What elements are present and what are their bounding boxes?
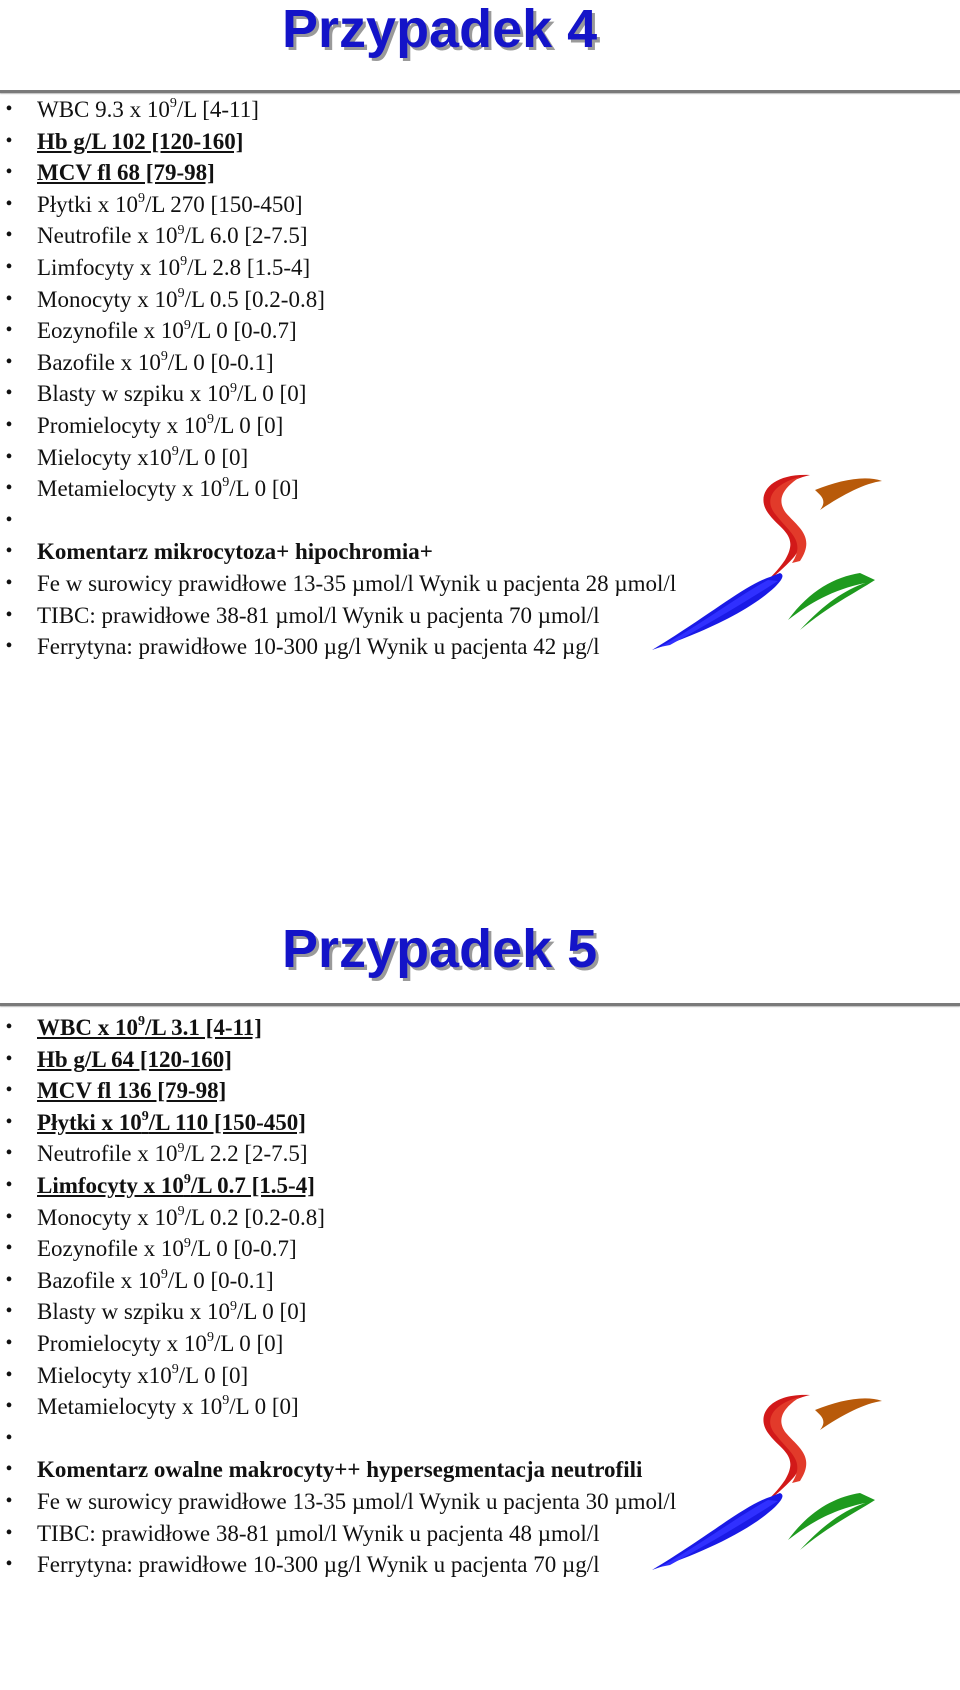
list-item-text: [37, 223, 308, 248]
bullet-icon: •: [5, 1426, 13, 1449]
item-suffix-text: /L 0 [0]: [178, 444, 249, 470]
bullet-icon: •: [5, 1237, 13, 1260]
title-divider: [0, 90, 960, 93]
bullet-icon: •: [5, 1173, 13, 1196]
list-item-text: [37, 129, 243, 154]
item-superscript: 9: [222, 475, 230, 491]
item-main-text: Komentarz mikrocytoza+ hipochromia+: [37, 539, 433, 565]
item-suffix-text: /L 0.2 [0.2-0.8]: [184, 1204, 325, 1230]
empty-list-item: [0, 1423, 676, 1455]
list-item-text: [37, 192, 303, 217]
list-item-text: [37, 1173, 315, 1198]
bullet-icon: •: [5, 161, 13, 184]
item-main-text: MCV fl 68 [79-98]: [37, 160, 215, 186]
item-suffix-text: /L 0 [0-0.1]: [167, 1267, 274, 1293]
item-main-text: MCV fl 136 [79-98]: [37, 1078, 227, 1104]
item-suffix-text: /L 0 [0-0.7]: [190, 318, 297, 344]
list-item: [0, 1233, 676, 1265]
bullet-icon: •: [5, 1205, 13, 1228]
item-superscript: 9: [229, 1298, 237, 1314]
list-item: [0, 1391, 676, 1423]
item-main-text: Promielocyty x 10: [37, 412, 207, 438]
item-main-text: Limfocyty x 10: [37, 1172, 184, 1198]
list-item-text: [37, 1205, 325, 1230]
item-superscript: 9: [177, 285, 185, 301]
item-suffix-text: /L 270 [150-450]: [144, 191, 303, 217]
list-item-text: [37, 1268, 274, 1293]
list-item: [0, 442, 676, 474]
bullet-icon: •: [5, 1331, 13, 1354]
list-item: [0, 1360, 676, 1392]
bullet-icon: •: [5, 382, 13, 405]
item-suffix-text: /L 0 [0]: [236, 1299, 307, 1325]
list-item-text: [37, 1299, 306, 1324]
list-item: [0, 157, 676, 189]
item-superscript: 9: [160, 349, 168, 365]
bullet-icon: •: [5, 1395, 13, 1418]
list-item-text: [37, 476, 299, 501]
item-suffix-text: /L 2.2 [2-7.5]: [184, 1141, 308, 1167]
item-superscript: 9: [141, 1109, 149, 1125]
swirl-logo-icon: [650, 465, 890, 655]
list-item: [0, 1549, 676, 1581]
item-suffix-text: /L [4-11]: [176, 97, 259, 122]
item-superscript: 9: [206, 1330, 214, 1346]
bullet-icon: •: [5, 635, 13, 658]
list-item-text: [37, 1363, 248, 1388]
bullet-icon: •: [5, 508, 13, 531]
item-superscript: 9: [160, 1267, 168, 1283]
list-item: [0, 1328, 676, 1360]
list-item: [0, 631, 676, 663]
bullet-icon: •: [5, 1079, 13, 1102]
item-main-text: Metamielocyty x 10: [37, 1394, 223, 1420]
item-main-text: WBC 9.3 x 10: [37, 97, 170, 122]
item-suffix-text: /L 0 [0]: [213, 1330, 284, 1356]
empty-list-item: [0, 505, 676, 537]
bullet-icon: •: [5, 287, 13, 310]
list-item-text: [37, 634, 600, 659]
item-superscript: 9: [229, 380, 237, 396]
bullet-icon: •: [5, 1458, 13, 1481]
item-suffix-text: /L 0 [0]: [229, 476, 299, 502]
list-item-text: [37, 1552, 600, 1577]
list-item-text: [37, 603, 600, 628]
list-item-text: [37, 539, 433, 564]
item-main-text: Mielocyty x10: [37, 1362, 172, 1388]
bullet-icon: •: [5, 224, 13, 247]
list-item: [0, 1138, 676, 1170]
list-item-text: [37, 1394, 299, 1419]
item-main-text: Mielocyty x10: [37, 444, 172, 470]
list-item: [0, 600, 676, 632]
item-main-text: Bazofile x 10: [37, 1267, 161, 1293]
item-main-text: Komentarz owalne makrocyty++ hypersegmentacja neutrofili: [37, 1457, 643, 1483]
item-superscript: 9: [177, 222, 185, 238]
swirl-logo-icon: [650, 1385, 890, 1575]
item-main-text: Hb g/L 102 [120-160]: [37, 128, 244, 154]
item-main-text: Monocyty x 10: [37, 286, 178, 312]
list-item-text: [37, 1457, 642, 1482]
item-main-text: TIBC: prawidłowe 38-81 µmol/l Wynik u pacjenta 70 µmol/l: [37, 602, 600, 628]
item-suffix-text: /L 2.8 [1.5-4]: [187, 254, 311, 280]
bullet-icon: •: [5, 255, 13, 278]
item-main-text: Fe w surowicy prawidłowe 13-35 µmol/l Wynik u pacjenta 28 µmol/l: [37, 570, 677, 596]
bullet-icon: •: [5, 319, 13, 342]
list-item: [0, 1454, 676, 1486]
item-main-text: Neutrofile x 10: [37, 223, 178, 249]
list-item: [0, 94, 676, 126]
list-item: [0, 126, 676, 158]
item-main-text: WBC x 10: [37, 1015, 138, 1040]
list-item-text: [37, 381, 306, 406]
list-item: [0, 1107, 676, 1139]
bullet-icon: •: [5, 540, 13, 563]
list-item: [0, 1044, 676, 1076]
slide-title: Przypadek 5: [282, 919, 598, 979]
item-main-text: Eozynofile x 10: [37, 1236, 184, 1262]
list-item: [0, 315, 676, 347]
bullet-icon: •: [5, 1268, 13, 1291]
list-item-text: [37, 1331, 283, 1356]
list-item-text: [37, 1236, 297, 1261]
list-item-text: [37, 160, 215, 185]
list-item-text: [37, 1489, 676, 1514]
item-superscript: 9: [177, 1140, 185, 1156]
list-item-text: [37, 97, 259, 122]
list-item: [0, 1012, 676, 1044]
list-item-text: [37, 1110, 306, 1135]
list-item-text: [37, 413, 283, 438]
bullet-icon: •: [5, 571, 13, 594]
item-main-text: Blasty w szpiku x 10: [37, 381, 230, 407]
bullet-icon: •: [5, 445, 13, 468]
list-item: [0, 220, 676, 252]
bullet-icon: •: [5, 1363, 13, 1386]
item-superscript: 9: [177, 1203, 185, 1219]
item-superscript: 9: [169, 96, 177, 112]
item-superscript: 9: [171, 1361, 179, 1377]
item-superscript: 9: [222, 1393, 230, 1409]
item-main-text: Metamielocyty x 10: [37, 476, 223, 502]
item-suffix-text: /L 0 [0]: [229, 1394, 299, 1420]
list-item: [0, 410, 676, 442]
item-superscript: 9: [137, 1014, 145, 1030]
item-suffix-text: /L 110 [150-450]: [148, 1109, 306, 1135]
list-item: [0, 1296, 676, 1328]
bullet-icon: •: [5, 1142, 13, 1165]
list-item: [0, 568, 676, 600]
item-main-text: Płytki x 10: [37, 191, 138, 217]
list-item-text: [37, 287, 325, 312]
item-suffix-text: /L 0 [0]: [236, 381, 307, 407]
item-superscript: 9: [206, 412, 214, 428]
title-divider: [0, 1003, 960, 1006]
bullet-icon: •: [5, 477, 13, 500]
item-superscript: 9: [183, 1235, 191, 1251]
item-main-text: Ferrytyna: prawidłowe 10-300 µg/l Wynik u pacjenta 42 µg/l: [37, 634, 600, 660]
item-main-text: Płytki x 10: [37, 1109, 142, 1135]
list-item: [0, 347, 676, 379]
item-suffix-text: /L 3.1 [4-11]: [144, 1015, 262, 1040]
bullet-icon: •: [5, 1553, 13, 1576]
item-superscript: 9: [183, 317, 191, 333]
item-superscript: 9: [183, 1172, 191, 1188]
item-suffix-text: /L 0 [0]: [213, 412, 284, 438]
list-item: [0, 1265, 676, 1297]
slide-title: Przypadek 4: [282, 0, 598, 59]
list-item: [0, 536, 676, 568]
bullet-icon: •: [5, 1489, 13, 1512]
item-suffix-text: /L 0 [0-0.7]: [190, 1236, 297, 1262]
lab-results-list: [0, 94, 676, 663]
list-item-text: [37, 1141, 308, 1166]
list-item-text: [37, 571, 676, 596]
list-item: [0, 1486, 676, 1518]
list-item: [0, 473, 676, 505]
item-suffix-text: /L 0 [0-0.1]: [167, 349, 274, 375]
bullet-icon: •: [5, 1016, 13, 1038]
bullet-icon: •: [5, 192, 13, 215]
list-item: [0, 1075, 676, 1107]
bullet-icon: •: [5, 1047, 13, 1070]
list-item-text: [37, 1015, 262, 1040]
list-item: [0, 1170, 676, 1202]
list-item: [0, 252, 676, 284]
bullet-icon: •: [5, 413, 13, 436]
item-main-text: Limfocyty x 10: [37, 254, 181, 280]
bullet-icon: •: [5, 603, 13, 626]
item-main-text: Monocyty x 10: [37, 1204, 178, 1230]
item-main-text: Neutrofile x 10: [37, 1141, 178, 1167]
bullet-icon: •: [5, 98, 13, 120]
lab-results-list: [0, 1012, 676, 1581]
list-item-text: [37, 445, 248, 470]
list-item: [0, 378, 676, 410]
bullet-icon: •: [5, 350, 13, 373]
list-item-text: [37, 1078, 226, 1103]
item-main-text: Bazofile x 10: [37, 349, 161, 375]
item-main-text: Hb g/L 64 [120-160]: [37, 1046, 232, 1072]
item-suffix-text: /L 0.7 [1.5-4]: [190, 1172, 315, 1198]
list-item-text: [37, 255, 310, 280]
list-item: [0, 284, 676, 316]
item-main-text: Ferrytyna: prawidłowe 10-300 µg/l Wynik u pacjenta 70 µg/l: [37, 1552, 600, 1578]
bullet-icon: •: [5, 1110, 13, 1133]
bullet-icon: •: [5, 1521, 13, 1544]
list-item: [0, 1202, 676, 1234]
list-item: [0, 1518, 676, 1550]
list-item-text: [37, 1521, 600, 1546]
list-item-text: [37, 350, 274, 375]
slide-przypadek-4: [0, 0, 960, 720]
item-suffix-text: /L 0.5 [0.2-0.8]: [184, 286, 325, 312]
item-superscript: 9: [171, 443, 179, 459]
item-main-text: Eozynofile x 10: [37, 318, 184, 344]
item-superscript: 9: [180, 254, 188, 270]
list-item-text: [37, 1047, 232, 1072]
slide-przypadek-5: [0, 919, 960, 1690]
list-item: [0, 189, 676, 221]
bullet-icon: •: [5, 1300, 13, 1323]
item-main-text: Blasty w szpiku x 10: [37, 1299, 230, 1325]
item-suffix-text: /L 0 [0]: [178, 1362, 249, 1388]
bullet-icon: •: [5, 129, 13, 152]
list-item-text: [37, 318, 297, 343]
item-main-text: Promielocyty x 10: [37, 1330, 207, 1356]
item-suffix-text: /L 6.0 [2-7.5]: [184, 223, 308, 249]
item-main-text: TIBC: prawidłowe 38-81 µmol/l Wynik u pacjenta 48 µmol/l: [37, 1520, 600, 1546]
item-superscript: 9: [137, 191, 145, 207]
item-main-text: Fe w surowicy prawidłowe 13-35 µmol/l Wynik u pacjenta 30 µmol/l: [37, 1488, 677, 1514]
